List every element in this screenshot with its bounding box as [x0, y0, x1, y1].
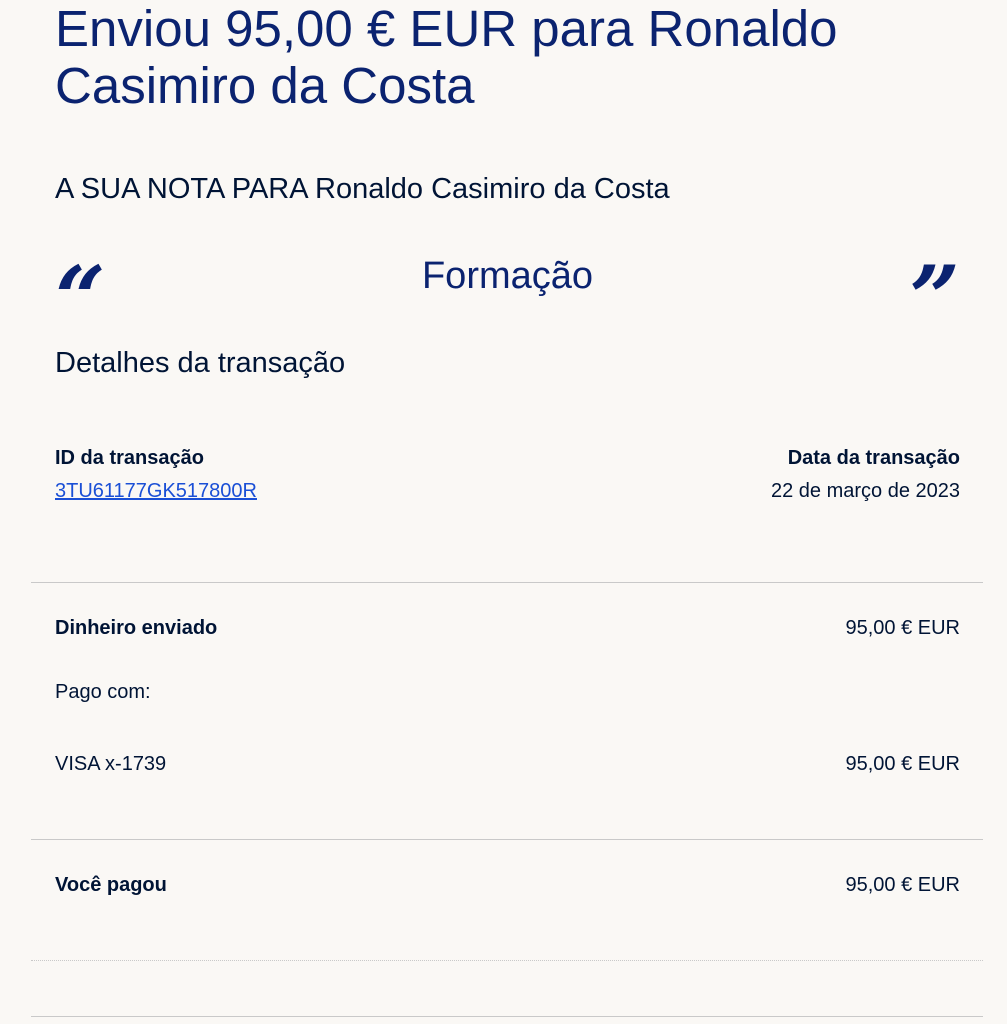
card-amount: 95,00 € EUR	[845, 753, 960, 775]
close-quote-icon: ”	[909, 246, 960, 350]
card-row	[55, 751, 960, 777]
transaction-id-block	[55, 446, 257, 503]
divider	[31, 1016, 983, 1017]
transaction-date-block	[771, 446, 960, 503]
note-heading: A SUA NOTA PARA Ronaldo Casimiro da Costa	[55, 173, 670, 205]
card-label: VISA x-1739	[55, 753, 167, 775]
total-paid-amount: 95,00 € EUR	[845, 874, 960, 896]
paid-with-row	[55, 679, 960, 705]
page-title: Enviou 95,00 € EUR para Ronaldo Casimiro da Costa	[55, 0, 838, 114]
divider	[31, 839, 983, 840]
transaction-date-label: Data da transação	[787, 447, 960, 469]
open-quote-icon: “	[55, 246, 106, 350]
transaction-date-value: 22 de março de 2023	[770, 480, 960, 502]
divider	[31, 582, 983, 583]
money-sent-row	[55, 615, 960, 641]
money-sent-label: Dinheiro enviado	[55, 617, 218, 639]
transaction-details-title: Detalhes da transação	[55, 347, 346, 379]
transaction-id-label: ID da transação	[55, 447, 204, 469]
total-paid-row	[55, 872, 960, 898]
paid-with-label: Pago com:	[55, 681, 151, 703]
total-paid-label: Você pagou	[55, 874, 167, 896]
transaction-id-link[interactable]: 3TU61177GK517800R	[55, 480, 257, 502]
divider	[31, 960, 983, 961]
money-sent-amount: 95,00 € EUR	[845, 617, 960, 639]
note-text: Formação	[421, 255, 594, 297]
note-quote	[55, 246, 960, 350]
